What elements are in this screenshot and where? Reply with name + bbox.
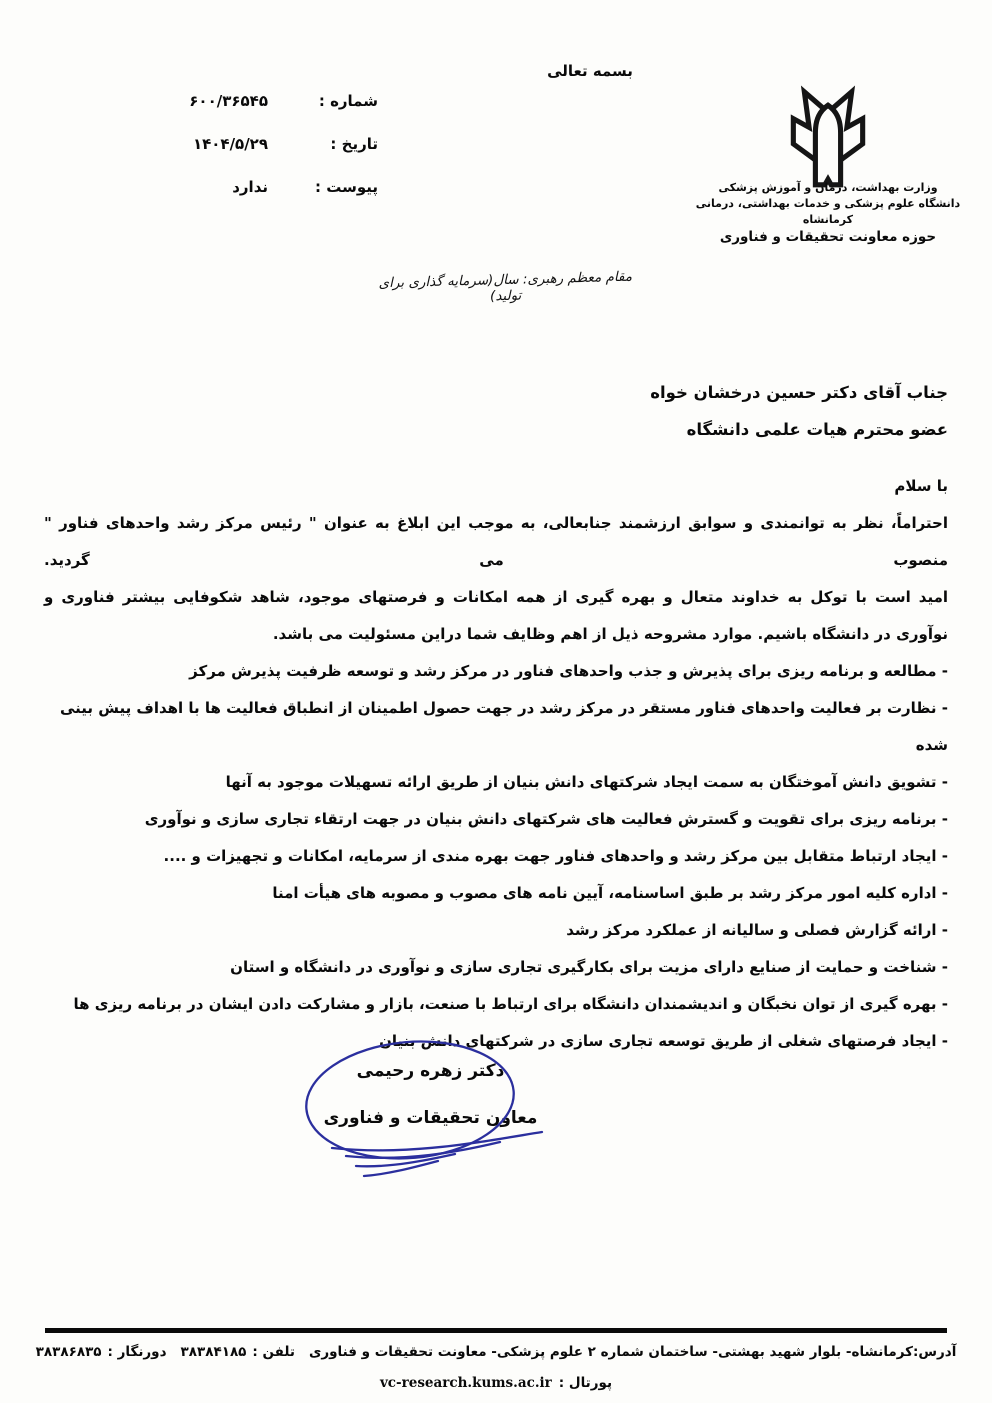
duty-item: - ایجاد ارتباط متقابل بین مرکز رشد و واحدهای فناور جهت بهره مندی از سرمایه، امکانات و تجهیزات و .... xyxy=(163,847,948,865)
kums-tulip-logo-icon xyxy=(678,84,978,176)
number-label: شماره : xyxy=(318,92,378,110)
portal-label: پورتال : xyxy=(558,1375,613,1391)
duty-item: - مطالعه و برنامه ریزی برای پذیرش و جذب واحدهای فناور در مرکز رشد و توسعه ظرفیت پذیرش مرکز xyxy=(189,662,948,680)
letter-meta xyxy=(128,86,378,202)
ministry-name: وزارت بهداشت، درمان و آموزش پزشکی xyxy=(718,181,938,194)
recipient-name: جناب آقای دکتر حسین درخشان خواه xyxy=(650,383,948,402)
fax-value: ۳۸۳۸۶۸۳۵ xyxy=(35,1344,102,1360)
bismillah-text: بسمه تعالی xyxy=(547,62,633,80)
signer-title: معاون تحقیقات و فناوری xyxy=(323,1108,538,1128)
duty-item: - ایجاد فرصتهای شغلی از طریق توسعه تجاری سازی در شرکتهای دانش بنیان xyxy=(379,1032,948,1050)
date-label: تاریخ : xyxy=(330,135,378,153)
attachment-label: پیوست : xyxy=(314,178,378,196)
fax-label: دورنگار : xyxy=(107,1344,167,1360)
letter-body xyxy=(44,468,948,1060)
hope-paragraph: امید است با توکل به خداوند متعال و بهره گیری از همه امکانات و فرصتهای موجود، شاهد شکوفایی بیشتر فناوری و نوآوری در دانشگاه باشیم. موارد مشروحه ذیل از اهم وظایف شما دراین مسئولیت می باشد. xyxy=(44,588,948,643)
duty-item: - نظارت بر فعالیت واحدهای فناور مستقر در مرکز رشد در جهت حصول اطمینان از انطباق فعالیت ها با اهداف پیش بینی شده xyxy=(59,699,948,754)
phone-label: تلفن : xyxy=(252,1344,295,1360)
duty-item: - شناخت و حمایت از صنایع دارای مزیت برای بکارگیری تجاری سازی و نوآوری در دانشگاه و استان xyxy=(230,958,948,976)
footer-contact-line xyxy=(20,1344,972,1360)
phone-value: ۳۸۳۸۴۱۸۵ xyxy=(180,1344,247,1360)
department-name: حوزه معاونت تحقیقات و فناوری xyxy=(719,229,937,245)
footer-divider xyxy=(45,1328,947,1333)
duty-item: - ارائه گزارش فصلی و سالیانه از عملکرد مرکز رشد xyxy=(566,921,948,939)
signature-block xyxy=(288,1048,573,1142)
recipient-title: عضو محترم هیات علمی دانشگاه xyxy=(686,420,948,439)
year-slogan: مقام معظم رهبری: سال(سرمایه گذاری برای تولید) xyxy=(378,268,633,305)
portal-url: vc-research.kums.ac.ir xyxy=(379,1375,552,1391)
org-block xyxy=(678,84,978,247)
footer-address: آدرس:کرمانشاه- بلوار شهید بهشتی- ساختمان شماره ۲ علوم پزشکی- معاونت تحقیقات و فناوری xyxy=(308,1344,957,1360)
date-value: ۱۴۰۴/۵/۲۹ xyxy=(192,135,268,153)
number-value: ۶۰۰/۳۶۵۴۵ xyxy=(189,92,268,110)
footer-portal-line xyxy=(20,1375,972,1391)
duties-list xyxy=(44,653,948,1060)
appointment-paragraph: احتراماً، نظر به توانمندی و سوابق ارزشمند جنابعالی، به موجب این ابلاغ به عنوان " رئیس مرکز رشد واحدهای فناور " منصوب می گردید. xyxy=(44,514,948,569)
footer-fax xyxy=(36,1344,167,1360)
salutation: با سلام xyxy=(894,477,948,495)
duty-item: - بهره گیری از توان نخبگان و اندیشمندان دانشگاه برای ارتباط با صنعت، بازار و مشارکت دادن ایشان در برنامه ریزی ها xyxy=(73,995,948,1013)
recipient-block xyxy=(44,374,948,448)
duty-item: - تشویق دانش آموختگان به سمت ایجاد شرکتهای دانش بنیان از طریق ارائه تسهیلات موجود به آنها xyxy=(225,773,948,791)
footer-phone xyxy=(181,1344,295,1360)
attachment-value: ندارد xyxy=(232,178,268,196)
signer-name: دکتر زهره رحیمی xyxy=(356,1061,505,1081)
university-name: دانشگاه علوم پزشکی و خدمات بهداشتی، درمانی کرمانشاه xyxy=(695,197,961,226)
duty-item: - اداره کلیه امور مرکز رشد بر طبق اساسنامه، آیین نامه های مصوب و مصوبه های هیأت امنا xyxy=(272,884,948,902)
duty-item: - برنامه ریزی برای تقویت و گسترش فعالیت های شرکتهای دانش بنیان در جهت ارتقاء تجاری سازی و نوآوری xyxy=(144,810,948,828)
